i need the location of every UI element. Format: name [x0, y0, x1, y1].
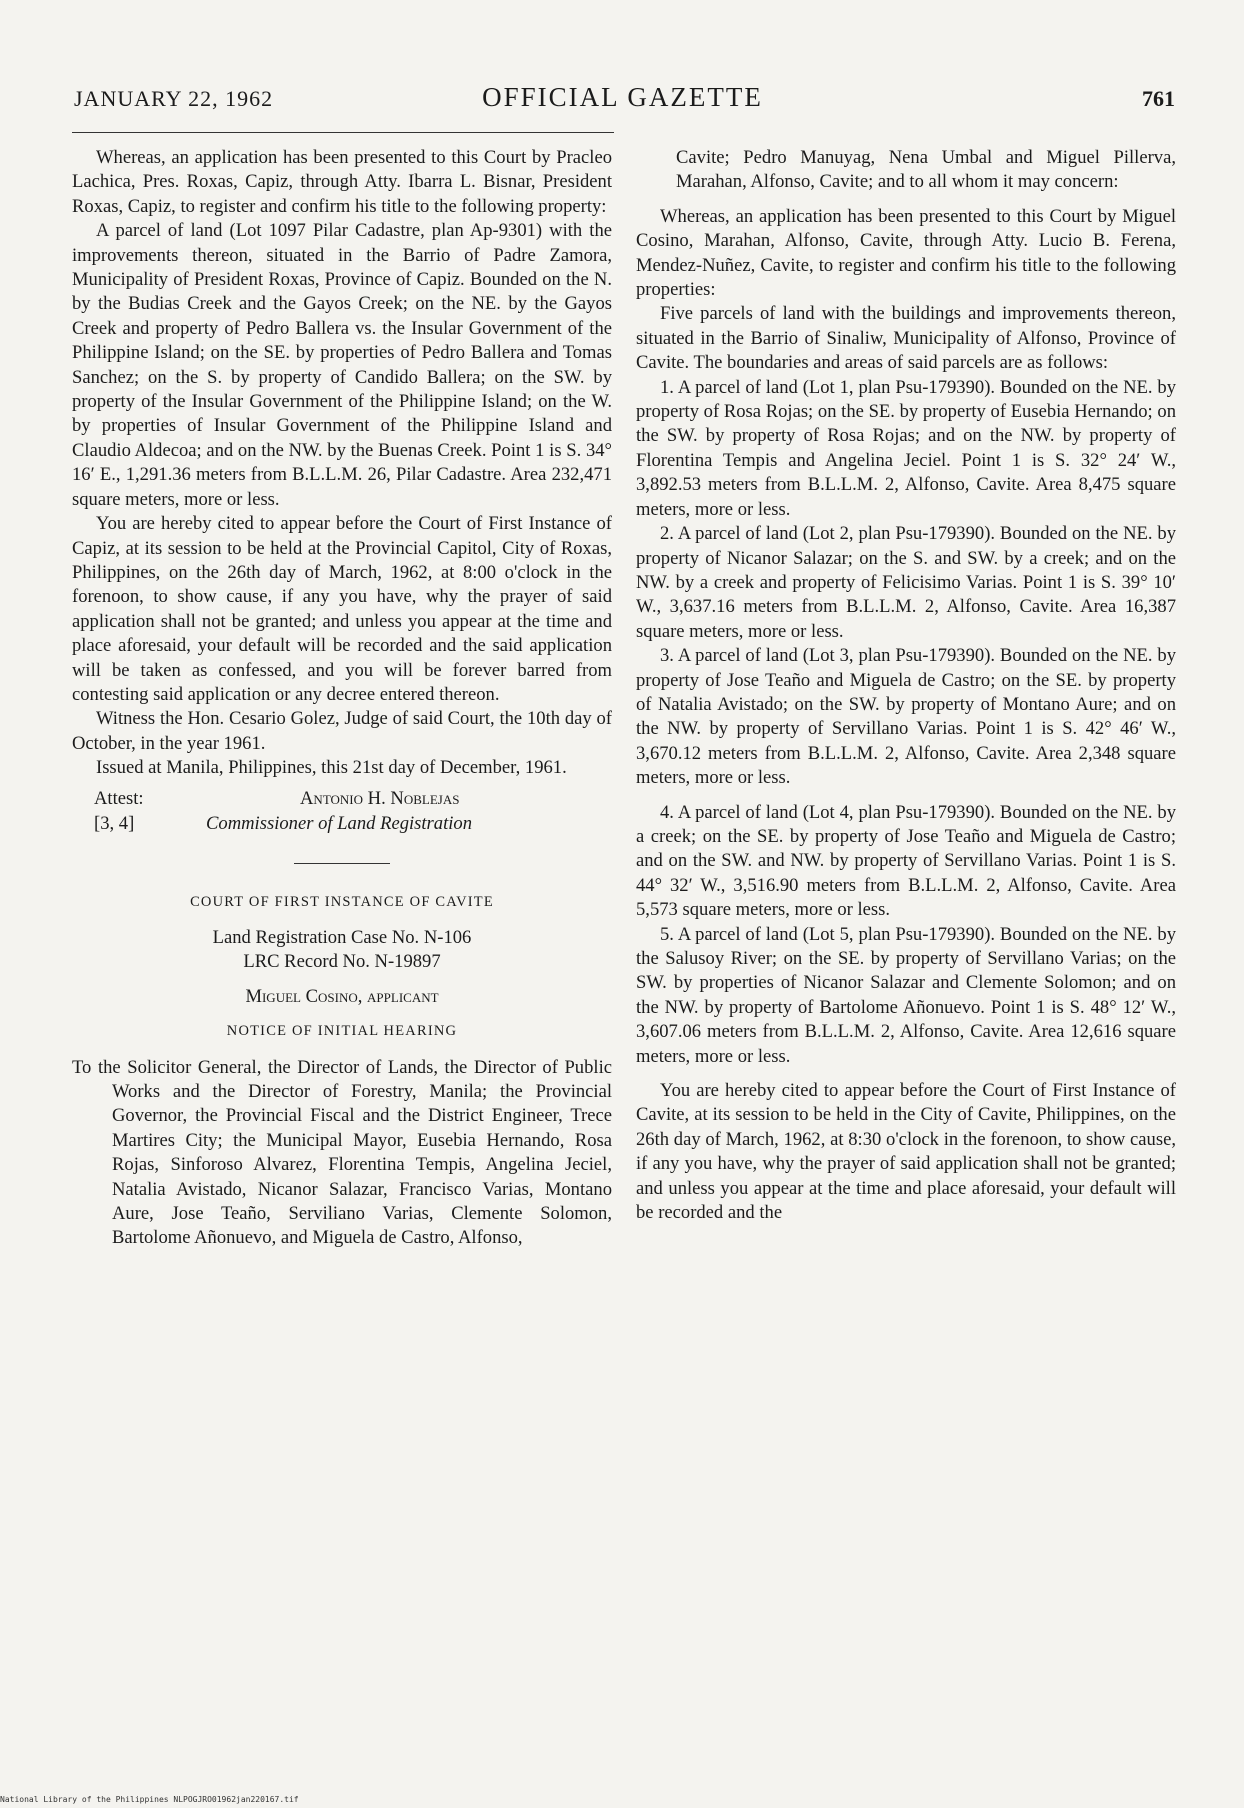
paragraph: You are hereby cited to appear before the Court of First Instance of Capiz, at its session to be held at the Provincial Capitol, City of Roxas, Philippines, on the 26th day of March, 1962, at 8:00 o'clock in the forenoon, to show cause, if any you have, why the prayer of said application shall not be granted; and unless you appear at the time and place aforesaid, your default will be recorded and the said application will be taken as confessed, and you will be forever barred from contesting said application or any decree entered thereon. — [72, 513, 612, 705]
parcel-5: 5. A parcel of land (Lot 5, plan Psu-179390). Bounded on the NE. by the Salusoy River; on the SE. by property of Servillano Varias; on the SW. by properties of Nicanor Salazar and Clemente Solomon; and on the NW. by property of Bartolome Añonuevo. Point 1 is S. 48° 12′ W., 3,607.06 meters from B.L.L.M. 2, Alfonso, Cavite. Area 12,616 square meters, more or less. — [636, 923, 1176, 1067]
header-title: OFFICIAL GAZETTE — [482, 82, 763, 112]
parcel-2: 2. A parcel of land (Lot 2, plan Psu-179390). Bounded on the NE. by property of Nicanor Salazar; on the S. and SW. by a creek; and on the NW. by a creek and property of Felicisimo Varias. Point 1 is S. 39° 10′ W., 3,637.16 meters from B.L.L.M. 2, Alfonso, Cavite. Area 16,387 square meters, more or less. — [636, 523, 1176, 642]
paragraph: A parcel of land (Lot 1097 Pilar Cadastre, plan Ap-9301) with the improvements thereon, situated in the Barrio of Padre Zamora, Municipality of President Roxas, Province of Capiz. Bounded on the N. by the Budias Creek and the Gayos Creek; on the NE. by the Gayos Creek and property of Pedro Ballera vs. the Insular Government of the Philippine Island; on the SE. by properties of Pedro Ballera and Tomas Sanchez; on the S. by property of Candido Ballera; on the SW. by property of the Insular Government of the Philippine Island; on the W. by properties of Insular Government of the Philippine Island and Claudio Aldecoa; and on the NW. by the Buenas Creek. Point 1 is S. 34° 16′ E., 1,291.36 meters from B.L.L.M. 26, Pilar Cadastre. Area 232,471 square meters, more or less. — [72, 220, 612, 510]
notice-heading: NOTICE OF INITIAL HEARING — [226, 1023, 458, 1040]
paragraph: You are hereby cited to appear before the Court of First Instance of Cavite, at its session to be held in the City of Cavite, Philippines, on the 26th day of March, 1962, at 8:30 o'clock in the forenoon, to show cause, if any you have, why the prayer of said application shall not be granted; and unless you appear at the time and place aforesaid, your default will be recorded and the — [636, 1080, 1176, 1224]
parcel-3: 3. A parcel of land (Lot 3, plan Psu-179390). Bounded on the NE. by property of Jose Teaño and Miguela de Castro; on the SE. by property of Natalia Avistado; on the SW. by property of Montano Aure; and on the NW. by property of Servillano Varias. Point 1 is S. 42° 46′ W., 3,670.12 meters from B.L.L.M. 2, Alfonso, Cavite. Area 2,348 square meters, more or less. — [636, 645, 1176, 789]
court-heading: COURT OF FIRST INSTANCE OF CAVITE — [190, 893, 494, 910]
addressee-list: To the Solicitor General, the Director of Lands, the Director of Public Works and the Director of Forestry, Manila; the Provincial Governor, the Provincial Fiscal and the District Engineer, Trece Martires City; the Municipal Mayor, Eusebia Hernando, Rosa Rojas, Sinforoso Alvarez, Florentina Tempis, Angelina Jeciel, Natalia Avistado, Nicanor Salazar, Francisco Varias, Montano Aure, Jose Teaño, Serviliano Varias, Clemente Solomon, Bartolome Añonuevo, and Miguela de Castro, Alfonso, — [72, 1056, 612, 1249]
attestation — [72, 787, 612, 837]
left-column — [72, 146, 612, 1251]
parcel-4: 4. A parcel of land (Lot 4, plan Psu-179390). Bounded on the NE. by a creek; on the SE. by property of Jose Teaño and Miguela de Castro; and on the SW. and NW. by property of Servillano Varias. Point 1 is S. 44° 32′ W., 3,516.90 meters from B.L.L.M. 2, Alfonso, Cavite. Area 5,573 square meters, more or less. — [636, 801, 1176, 921]
lrc-record: LRC Record No. N-19897 — [243, 951, 441, 973]
paragraph: Issued at Manila, Philippines, this 21st day of December, 1961. — [96, 757, 567, 779]
header-rule — [72, 132, 614, 133]
attest-title: Commissioner of Land Registration — [206, 812, 473, 834]
parcel-1: 1. A parcel of land (Lot 1, plan Psu-179390). Bounded on the NE. by property of Rosa Rojas; on the SE. by property of Eusebia Hernando; on the SW. by property of Rosa Rojas; and on the NW. by property of Florentina Tempis and Angelina Jeciel. Point 1 is S. 32° 24′ W., 3,892.53 meters from B.L.L.M. 2, Alfonso, Cavite. Area 8,475 square meters, more or less. — [636, 376, 1176, 520]
header-date: JANUARY 22, 1962 — [74, 86, 274, 111]
page-number: 761 — [1142, 86, 1175, 111]
attest-name: Antonio H. Noblejas — [300, 787, 460, 809]
attest-label: Attest: — [94, 787, 144, 809]
paragraph: Whereas, an application has been presented to this Court by Miguel Cosino, Marahan, Alfonso, Cavite, through Atty. Lucio B. Ferena, Mendez-Nuñez, Cavite, to register and confirm his title to the following properties: — [636, 205, 1176, 301]
addressee-list-continued: Cavite; Pedro Manuyag, Nena Umbal and Miguel Pillerva, Marahan, Alfonso, Cavite; and to all whom it may concern: — [676, 147, 1176, 193]
attest-reference: [3, 4] — [94, 812, 135, 834]
case-number: Land Registration Case No. N-106 — [212, 926, 472, 948]
paragraph: Witness the Hon. Cesario Golez, Judge of said Court, the 10th day of October, in the year 1961. — [72, 708, 612, 754]
applicant-line: Miguel Cosino, applicant — [245, 985, 439, 1007]
paragraph: Whereas, an application has been presented to this Court by Pracleo Lachica, Pres. Roxas, Capiz, through Atty. Ibarra L. Bisnar, President Roxas, Capiz, to register and confirm his title to the following property: — [72, 147, 612, 217]
right-column — [636, 146, 1176, 1225]
scan-footer: National Library of the Philippines NLPOGJRO01962jan220167.tif — [0, 1795, 299, 1804]
section-divider — [294, 863, 390, 864]
page-header — [70, 82, 1175, 116]
paragraph: Five parcels of land with the buildings and improvements thereon, situated in the Barrio of Sinaliw, Municipality of Alfonso, Province of Cavite. The boundaries and areas of said parcels are as follows: — [636, 303, 1176, 374]
